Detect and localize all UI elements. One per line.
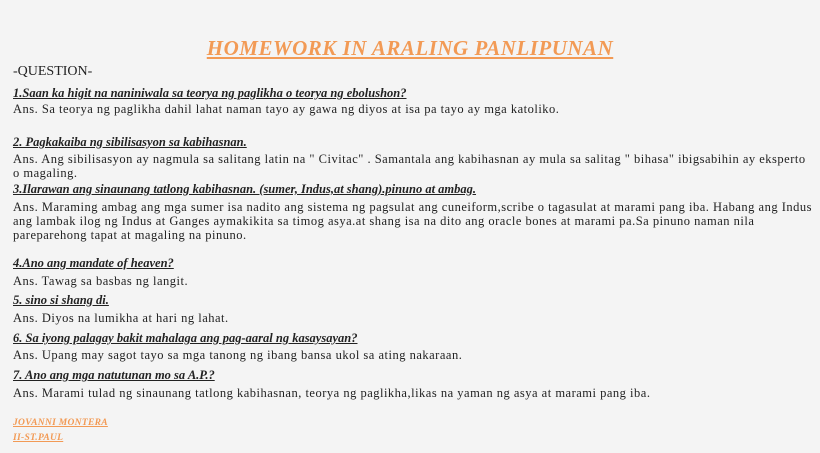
question-2: 2. Pagkakaiba ng sibilisasyon sa kabihasnan.: [13, 135, 247, 149]
question-5: 5. sino si shang di.: [13, 293, 109, 307]
question-1: 1.Saan ka higit na naniniwala sa teorya ng paglikha o teorya ng ebolushon?: [13, 86, 407, 100]
answer-2: Ans. Ang sibilisasyon ay nagmula sa salitang latin na " Civitac" . Samantala ang kabihasnan ay mula sa salitag " bihasa" ibigsabihin ay eksperto o magaling.: [13, 152, 806, 180]
question-6: 6. Sa iyong palagay bakit mahalaga ang pag-aaral ng kasaysayan?: [13, 331, 358, 345]
question-header: -QUESTION-: [13, 64, 93, 79]
author-section: II-ST.PAUL: [13, 433, 64, 443]
question-7: 7. Ano ang mga natutunan mo sa A.P.?: [13, 368, 215, 382]
answer-5: Ans. Diyos na lumikha at hari ng lahat.: [13, 311, 229, 325]
answer-3: Ans. Maraming ambag ang mga sumer isa nadito ang sistema ng pagsulat ang cuneiform,scribe o tagasulat at marami pang iba. Habang ang Indus ang lambak ilog ng Indus at Ganges aymakikita sa timog asya.at shang isa na dito ang oracle bones at marami pa.Sa pinuno naman nila pareparehong tapat at magaling na pinuno.: [13, 200, 813, 242]
question-4: 4.Ano ang mandate of heaven?: [13, 256, 174, 270]
page-title: HOMEWORK IN ARALING PANLIPUNAN: [206, 36, 614, 60]
question-3: 3.Ilarawan ang sinaunang tatlong kabihasnan. (sumer, Indus,at shang).pinuno at ambag.: [13, 182, 477, 196]
answer-6: Ans. Upang may sagot tayo sa mga tanong ng ibang bansa ukol sa ating nakaraan.: [13, 348, 463, 362]
answer-4: Ans. Tawag sa basbas ng langit.: [13, 274, 189, 288]
answer-7: Ans. Marami tulad ng sinaunang tatlong kabihasnan, teorya ng paglikha,likas na yaman ng asya at marami pang iba.: [13, 386, 651, 400]
answer-1: Ans. Sa teorya ng paglikha dahil lahat naman tayo ay gawa ng diyos at isa pa tayo ay mga katoliko.: [13, 102, 560, 116]
author-name: JOVANNI MONTERA: [13, 418, 108, 428]
